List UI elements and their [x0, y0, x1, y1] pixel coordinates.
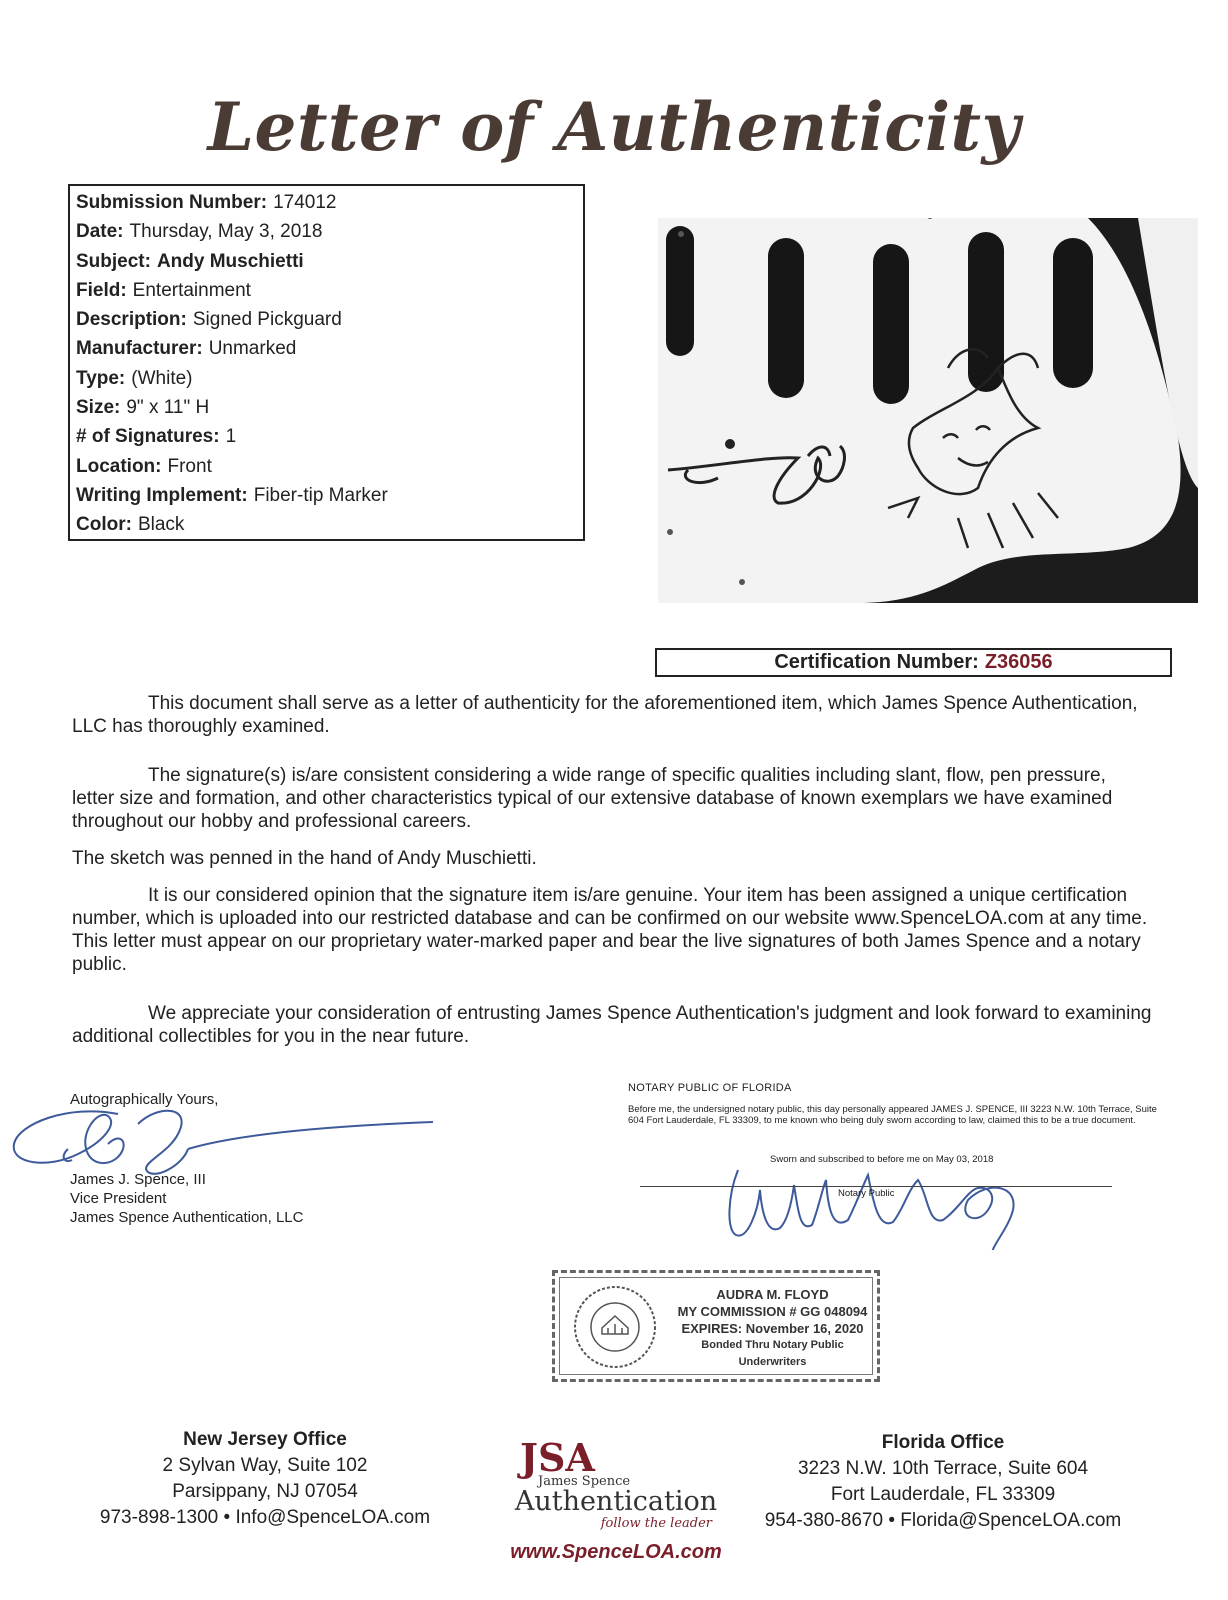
new-jersey-office	[80, 1427, 450, 1531]
stamp-bonded: Bonded Thru Notary Public Underwriters	[701, 1339, 844, 1368]
info-row	[76, 217, 577, 246]
stamp-commission: MY COMMISSION # GG 048094	[677, 1304, 868, 1319]
info-value: 174012	[273, 192, 337, 213]
notary-stamp	[552, 1270, 880, 1382]
signer-role: Vice President	[70, 1190, 167, 1207]
submission-info-box	[68, 184, 585, 541]
info-label: Description:	[76, 309, 187, 331]
info-value: (White)	[131, 367, 193, 389]
info-label: Submission Number:	[76, 192, 268, 213]
notary-sworn-text: Sworn and subscribed to before me on May 03, 2018	[770, 1154, 994, 1165]
info-value: Unmarked	[208, 338, 297, 360]
info-label: Manufacturer:	[76, 338, 203, 360]
letter-title: Letter of Authenticity	[207, 88, 1021, 166]
notary-statement: Before me, the undersigned notary public, this day personally appeared JAMES J. SPENCE, III 3223 N.W. 10th Terrace, Suite 604 Fort Lauderdale, FL 33309, to me known who being duly sworn according to law, claimed this to be a true document.	[628, 1104, 1157, 1126]
paragraph-4: It is our considered opinion that the signature item is/are genuine. Your item has been assigned a unique certification number, which is uploaded into our restricted database and can be confirmed on our website www.SpenceLOA.com at any time. This letter must appear on our proprietary water-marked paper and bear the live signatures of both James Spence and a notary public.	[72, 885, 1148, 975]
info-row	[76, 276, 577, 305]
notary-section	[628, 1082, 1168, 1199]
info-row	[76, 452, 577, 481]
info-row	[76, 305, 577, 334]
certification-number: Z36056	[984, 651, 1053, 673]
fl-office-heading: Florida Office	[881, 1432, 1005, 1453]
info-row	[76, 393, 577, 422]
signer-name: James J. Spence, III	[70, 1171, 206, 1188]
notary-title: NOTARY PUBLIC OF FLORIDA	[628, 1082, 792, 1094]
jsa-website-link[interactable]: www.SpenceLOA.com	[510, 1541, 722, 1563]
certification-number-box	[655, 648, 1172, 677]
jsa-logo-abbr: JSA	[520, 1435, 595, 1480]
certification-label: Certification Number:	[774, 651, 979, 673]
florida-office	[748, 1430, 1138, 1534]
info-value: Andy Muschietti	[156, 250, 304, 272]
jsa-logo	[498, 1435, 734, 1563]
notary-public-label: Notary Public	[838, 1188, 895, 1199]
info-label: Subject:	[76, 250, 151, 272]
info-label: Type:	[76, 367, 126, 389]
fl-office-address-1: 3223 N.W. 10th Terrace, Suite 604	[797, 1458, 1089, 1479]
info-row	[76, 481, 577, 510]
state-seal-icon	[572, 1284, 658, 1370]
info-value: Front	[167, 455, 212, 477]
info-value: 9" x 11" H	[126, 397, 210, 419]
nj-office-address-2: Parsippany, NJ 07054	[172, 1481, 358, 1502]
info-label: Field:	[76, 279, 127, 301]
info-label: # of Signatures:	[76, 426, 220, 448]
info-label: Writing Implement:	[76, 484, 248, 506]
info-label: Size:	[76, 397, 121, 419]
nj-office-address-1: 2 Sylvan Way, Suite 102	[162, 1455, 368, 1476]
info-row	[76, 334, 577, 363]
notary-signature-line	[640, 1186, 1112, 1187]
pickguard-photo	[658, 218, 1198, 603]
info-label: Color:	[76, 514, 132, 536]
stamp-expires: EXPIRES: November 16, 2020	[681, 1321, 864, 1336]
jsa-logo-tagline: follow the leader	[600, 1516, 712, 1531]
fl-office-address-2: Fort Lauderdale, FL 33309	[830, 1484, 1056, 1505]
info-label: Location:	[76, 455, 162, 477]
nj-office-contact: 973-898-1300 • Info@SpenceLOA.com	[99, 1507, 431, 1528]
signature-block	[8, 1090, 448, 1250]
notary-stamp-frame	[559, 1277, 873, 1375]
info-value: Signed Pickguard	[192, 309, 342, 331]
signer-company: James Spence Authentication, LLC	[70, 1209, 304, 1226]
info-value: Black	[137, 514, 185, 536]
closing-text: Autographically Yours,	[70, 1091, 219, 1108]
info-row	[76, 510, 577, 539]
info-value: Thursday, May 3, 2018	[129, 221, 323, 243]
nj-office-heading: New Jersey Office	[183, 1429, 347, 1450]
info-row	[76, 247, 577, 276]
info-row	[76, 422, 577, 451]
paragraph-1: This document shall serve as a letter of authenticity for the aforementioned item, which James Spence Authentication, LLC has thoroughly examined.	[72, 693, 1138, 737]
info-value: Entertainment	[132, 279, 251, 301]
paragraph-2: The signature(s) is/are consistent considering a wide range of specific qualities including slant, flow, pen pressure, letter size and formation, and other characteristics typical of our extensive database of known exemplars we have examined throughout our hobby and professional careers.	[72, 765, 1113, 832]
info-row	[76, 364, 577, 393]
info-row	[76, 188, 577, 217]
jsa-logo-name: James Spence	[538, 1474, 631, 1489]
fl-office-contact: 954-380-8670 • Florida@SpenceLOA.com	[764, 1510, 1122, 1531]
paragraph-3: The sketch was penned in the hand of Andy Muschietti.	[72, 848, 537, 869]
paragraph-5: We appreciate your consideration of entrusting James Spence Authentication's judgment and look forward to examining additional collectibles for you in the near future.	[72, 1003, 1152, 1047]
pickguard-image	[658, 218, 1198, 603]
jsa-logo-word: Authentication	[514, 1486, 718, 1517]
info-label: Date:	[76, 221, 124, 243]
info-value: Fiber-tip Marker	[253, 484, 388, 506]
info-value: 1	[225, 426, 237, 448]
stamp-notary-name: AUDRA M. FLOYD	[716, 1287, 829, 1302]
notary-stamp-text	[670, 1286, 875, 1371]
